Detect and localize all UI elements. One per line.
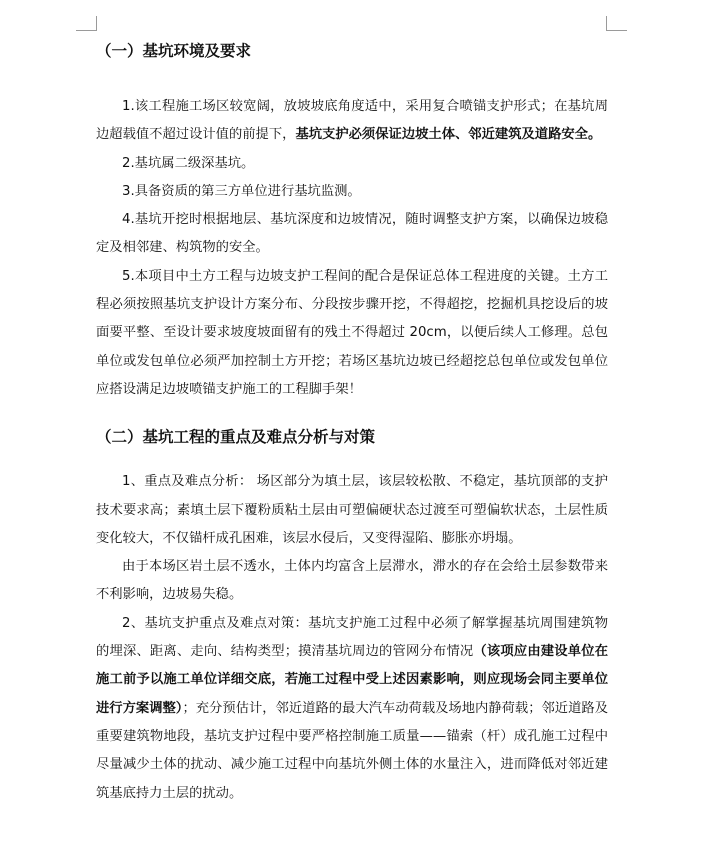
paragraph-text: 2、基坑支护重点及难点对策：基坑支护施工过程中必须了解掌握基坑周围建筑物的埋深、距离、走向、结构类型；摸清基坑周边的管网分布情况 [96, 615, 608, 660]
paragraph-bold-text: 基坑支护必须保证边坡土体、邻近建筑及道路安全。 [295, 127, 602, 143]
section-2-paragraph-2: 由于本场区岩土层不透水，土体内均富含上层滞水，滞水的存在会给土层参数带来不利影响，边坡易失稳。 [96, 559, 608, 603]
paragraph-bold-text: （该项应由建设单位在施工前予以施工单位详细交底，若施工过程中受上述因素影响，则应现场会同主要单位进行方案调整） [96, 644, 609, 716]
document-page [96, 38, 608, 808]
section-1-heading: （一）基坑环境及要求 [96, 42, 252, 60]
section-1-paragraph-2: 2.基坑属二级深基坑。 [122, 155, 255, 171]
section-2-paragraph-3 [96, 610, 608, 808]
section-1-paragraph-4: 4.基坑开挖时根据地层、基坑深度和边坡情况，随时调整支护方案，以确保边坡稳定及相邻建、构筑物的安全。 [96, 212, 608, 256]
section-2-heading: （二）基坑工程的重点及难点分析与对策 [96, 428, 376, 447]
section-1-paragraph-3: 3.具备资质的第三方单位进行基坑监测。 [122, 183, 361, 199]
section-1-paragraph-1 [96, 93, 608, 150]
section-2-paragraph-1: 1、重点及难点分析： 场区部分为填土层，该层较松散、不稳定，基坑顶部的支护技术要求高；素填土层下覆粉质粘土层由可塑偏硬状态过渡至可塑偏软状态，土层性质变化较大，不仅锚杆成孔困难，该层水侵后，又变得湿陷、膨胀亦坍塌。 [96, 474, 608, 546]
paragraph-text: ；充分预估计，邻近道路的最大汽车动荷载及场地内静荷载；邻近道路及重要建筑物地段，基坑支护过程中要严格控制施工质量——锚索（杆）成孔施工过程中尽量减少土体的扰动、减少施工过程中向基坑外侧土体的水量注入，进而降低对邻近建筑基底持力土层的扰动。 [96, 700, 609, 801]
section-1-paragraph-5: 5.本项目中土方工程与边坡支护工程间的配合是保证总体工程进度的关键。土方工程必须按照基坑支护设计方案分布、分段按步骤开挖，不得超挖，挖掘机具挖设后的坡面要平整、至设计要求坡度坡面留有的残土不得超过 20cm，以便后续人工修理。总包单位或发包单位必须严加控制土方开挖；若场区基坑边坡已经超挖总包单位或发包单位应搭设满足边坡喷锚支护施工的工程脚手架！ [96, 268, 608, 397]
page-corner-mark-left [76, 16, 97, 31]
page-corner-mark-right [606, 16, 627, 31]
paragraph-text: 1.该工程施工场区较宽阔，放坡坡底角度适中，采用复合喷锚支护形式；在基坑周边超载值不超过设计值的前提下， [96, 99, 608, 143]
